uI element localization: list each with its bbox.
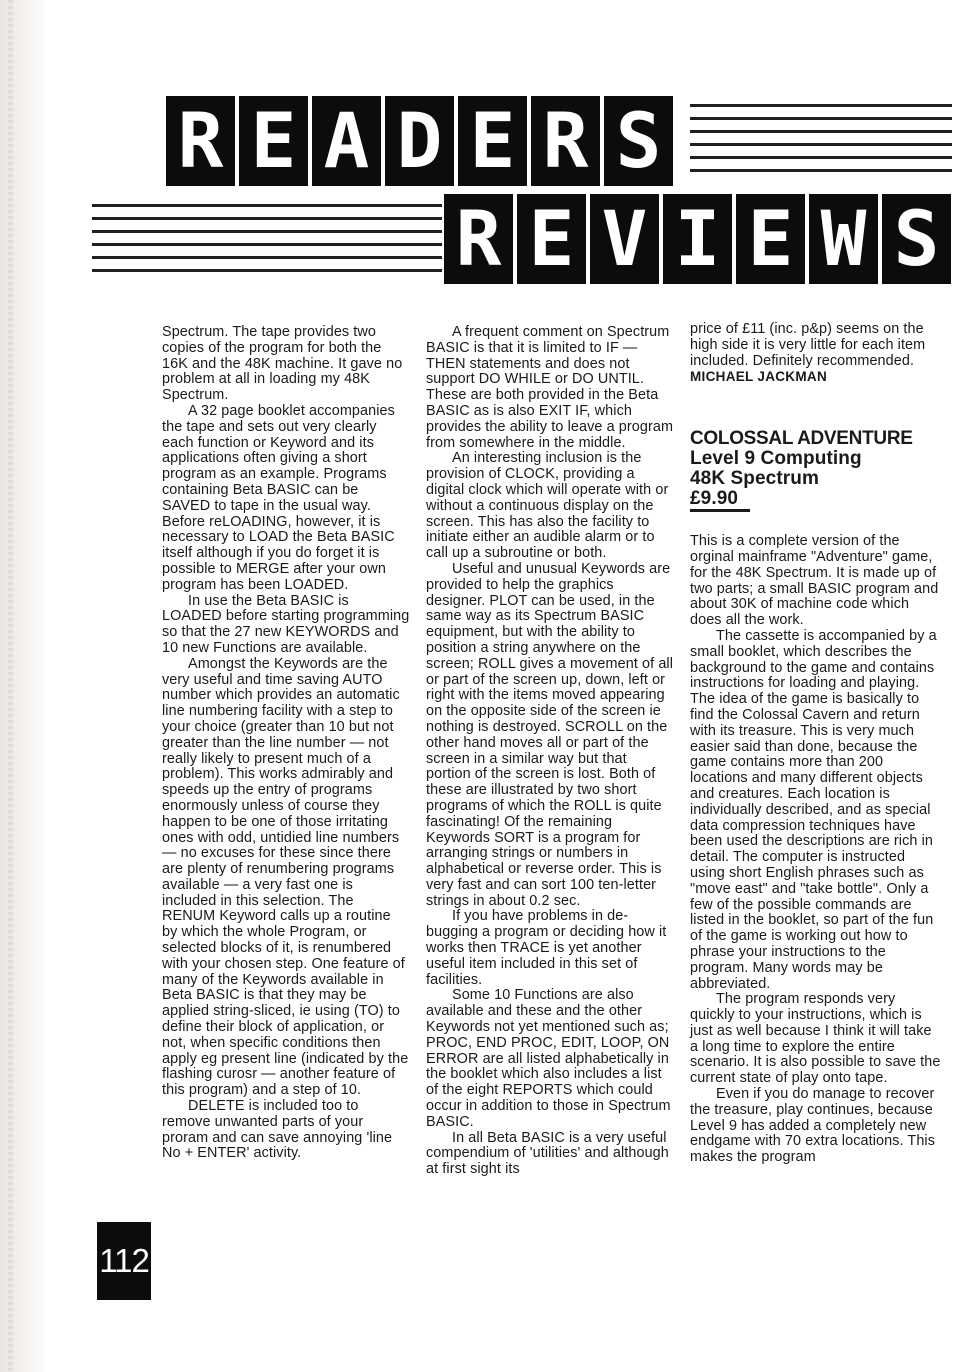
title-letter: W bbox=[809, 194, 878, 284]
title-letter: V bbox=[590, 194, 659, 284]
paragraph: In all Beta BASIC is a very useful compendium of 'utilities' and although at first sight its bbox=[426, 1129, 669, 1178]
title-line-reviews bbox=[444, 194, 951, 284]
review-platform: 48K Spectrum bbox=[690, 468, 819, 490]
paragraph: Some 10 Functions are also available and these and the other Keywords not yet mentioned such as; PROC, END PROC, EDIT, LOOP, ON ERROR are all listed alphabetically in the booklet which also includes a list of the eight REPORTS which could occur in addition to those in Spectrum BASIC. bbox=[426, 987, 671, 1130]
paragraph: This is a complete version of the orginal mainframe "Adventure" game, for the 48K Spectrum. It is made up of two parts; a small BASIC program and about 30K of machine code which does all the work. bbox=[690, 533, 939, 629]
paragraph: Even if you do manage to recover the treasure, play continues, because Level 9 has added a completely new endgame with 70 extra locations. This makes the program bbox=[690, 1086, 936, 1166]
paragraph: DELETE is included too to remove unwanted parts of your proram and can save annoying 'line No + ENTER' activity. bbox=[162, 1098, 393, 1162]
heading-rule bbox=[690, 509, 750, 512]
article-column-3 bbox=[690, 322, 942, 1166]
title-letter: E bbox=[239, 96, 308, 186]
masthead bbox=[0, 0, 970, 300]
paragraph: A 32 page booklet accompanies the tape and sets out very clearly each function or Keyword and its applications often giving a short program as an example. Programs containing Beta BASIC can be SAVED to tape in the usual way. Before reLOADING, however, it is necessary to LOAD the Beta BASIC itself although if you do forget it is possible to MERGE after your own program has been LOADED. bbox=[162, 402, 395, 593]
article-column-2 bbox=[426, 325, 674, 1178]
paragraph: price of £11 (inc. p&p) seems on the high side it is very little for each item included. Definitely recommended. bbox=[690, 321, 926, 369]
title-letter: R bbox=[166, 96, 235, 186]
paragraph: Useful and unusual Keywords are provided to help the graphics designer. PLOT can be used, in the same way as its Spectrum BASIC equipment, but with the ability to position a string anywhere on the screen; ROLL gives a movement of all or part of the screen up, down, left or right with the items moved appearing on the opposite side of the screen ie nothing is destroyed. SCROLL on the other hand moves all or part of the screen in a similar way but that portion of the screen is lost. Both of these are illustrated by two short programs of which the ROLL is quite fascinating! Of the remaining Keywords SORT is a program for arranging strings or numbers in alphabetical or reverse order. This is very fast and can sort 100 ten-letter strings in about 0.2 sec. bbox=[426, 560, 674, 909]
paragraph: Amongst the Keywords are the very useful and time saving AUTO number which provides an automatic line numbering facility with a step to your choice (greater than 10 but not greater than the line number — not really likely to present much of a problem). This works admirably and speeds up the entry of programs enormously unless of course they happen to be one of those irritating ones with odd, untidied line numbers — no excuses for these since there are plenty of renumbering programs available — a very fast one is included in this selection. The RENUM Keyword calls up a routine by which the whole Program, or selected blocks of it, is renumbered with your chosen step. One feature of many of the Keywords available in Beta BASIC is that they may be applied string-sliced, ie using (TO) to define their block of application, or not, when specific conditions then apply eg present line (indicated by the flashing curosr — another feature of this program) and a step of 10. bbox=[162, 655, 409, 1099]
paragraph: The program responds very quickly to your instructions, which is just as well because I think it will take a long time to explore the entire scenario. It is also possible to save the current state of play onto tape. bbox=[690, 991, 941, 1087]
reviewer-byline: MICHAEL JACKMAN bbox=[690, 369, 828, 385]
paragraph: If you have problems in de-bugging a program or deciding how it works then TRACE is yet another useful item included in this set of facilities. bbox=[426, 908, 667, 988]
review-title: COLOSSAL ADVENTURE bbox=[690, 428, 913, 450]
paragraph: An interesting inclusion is the provision of CLOCK, providing a digital clock which will operate with or without a continuous display on the screen. This has also the facility to initiate either an audible alarm or to call up a subroutine or both. bbox=[426, 450, 669, 562]
review-publisher: Level 9 Computing bbox=[690, 448, 862, 470]
title-letter: R bbox=[531, 96, 600, 186]
paragraph: A frequent comment on Spectrum BASIC is that it is limited to IF — THEN statements and does not support DO WHILE or DO UNTIL. These are both provided in the Beta BASIC as is also EXIT IF, which provides the ability to leave a program from somewhere in the middle. bbox=[426, 324, 674, 451]
review-heading bbox=[690, 429, 942, 512]
paragraph: The cassette is accompanied by a small booklet, which describes the background to the game and contains instructions for loading and playing. The idea of the game is basically to find the Colossal Cavern and return with its treasure. This is very much easier said than done, because the game contains more than 200 locations and many different objects and creatures. Each location is individually described, and as special data compression techniques have been used the descriptions are rich in detail. The computer is instructed using short English phrases such as "move east" and "take bottle". Only a few of the possible commands are listed in the booklet, so part of the fun of the game is working out how to phrase your instructions to the program. Many words may be abbreviated. bbox=[690, 627, 937, 992]
paragraph: Spectrum. The tape provides two copies of the program for both the 16K and the 48K machine. It gave no problem at all in loading my 48K Spectrum. bbox=[162, 324, 403, 404]
title-letter: E bbox=[736, 194, 805, 284]
title-letter: D bbox=[385, 96, 454, 186]
article-column-1 bbox=[162, 325, 410, 1162]
page-number: 112 bbox=[97, 1222, 151, 1300]
title-line-readers bbox=[166, 96, 673, 186]
title-letter: I bbox=[663, 194, 732, 284]
paragraph: In use the Beta BASIC is LOADED before starting programming so that the 27 new KEYWORDS and 10 new Functions are available. bbox=[162, 592, 410, 656]
header-stripes-bottom bbox=[92, 204, 442, 274]
title-letter: A bbox=[312, 96, 381, 186]
title-letter: R bbox=[444, 194, 513, 284]
title-letter: E bbox=[517, 194, 586, 284]
title-letter: S bbox=[882, 194, 951, 284]
title-letter: E bbox=[458, 96, 527, 186]
header-stripes-top bbox=[690, 104, 952, 174]
title-letter: S bbox=[604, 96, 673, 186]
review-price: £9.90 bbox=[690, 488, 739, 510]
